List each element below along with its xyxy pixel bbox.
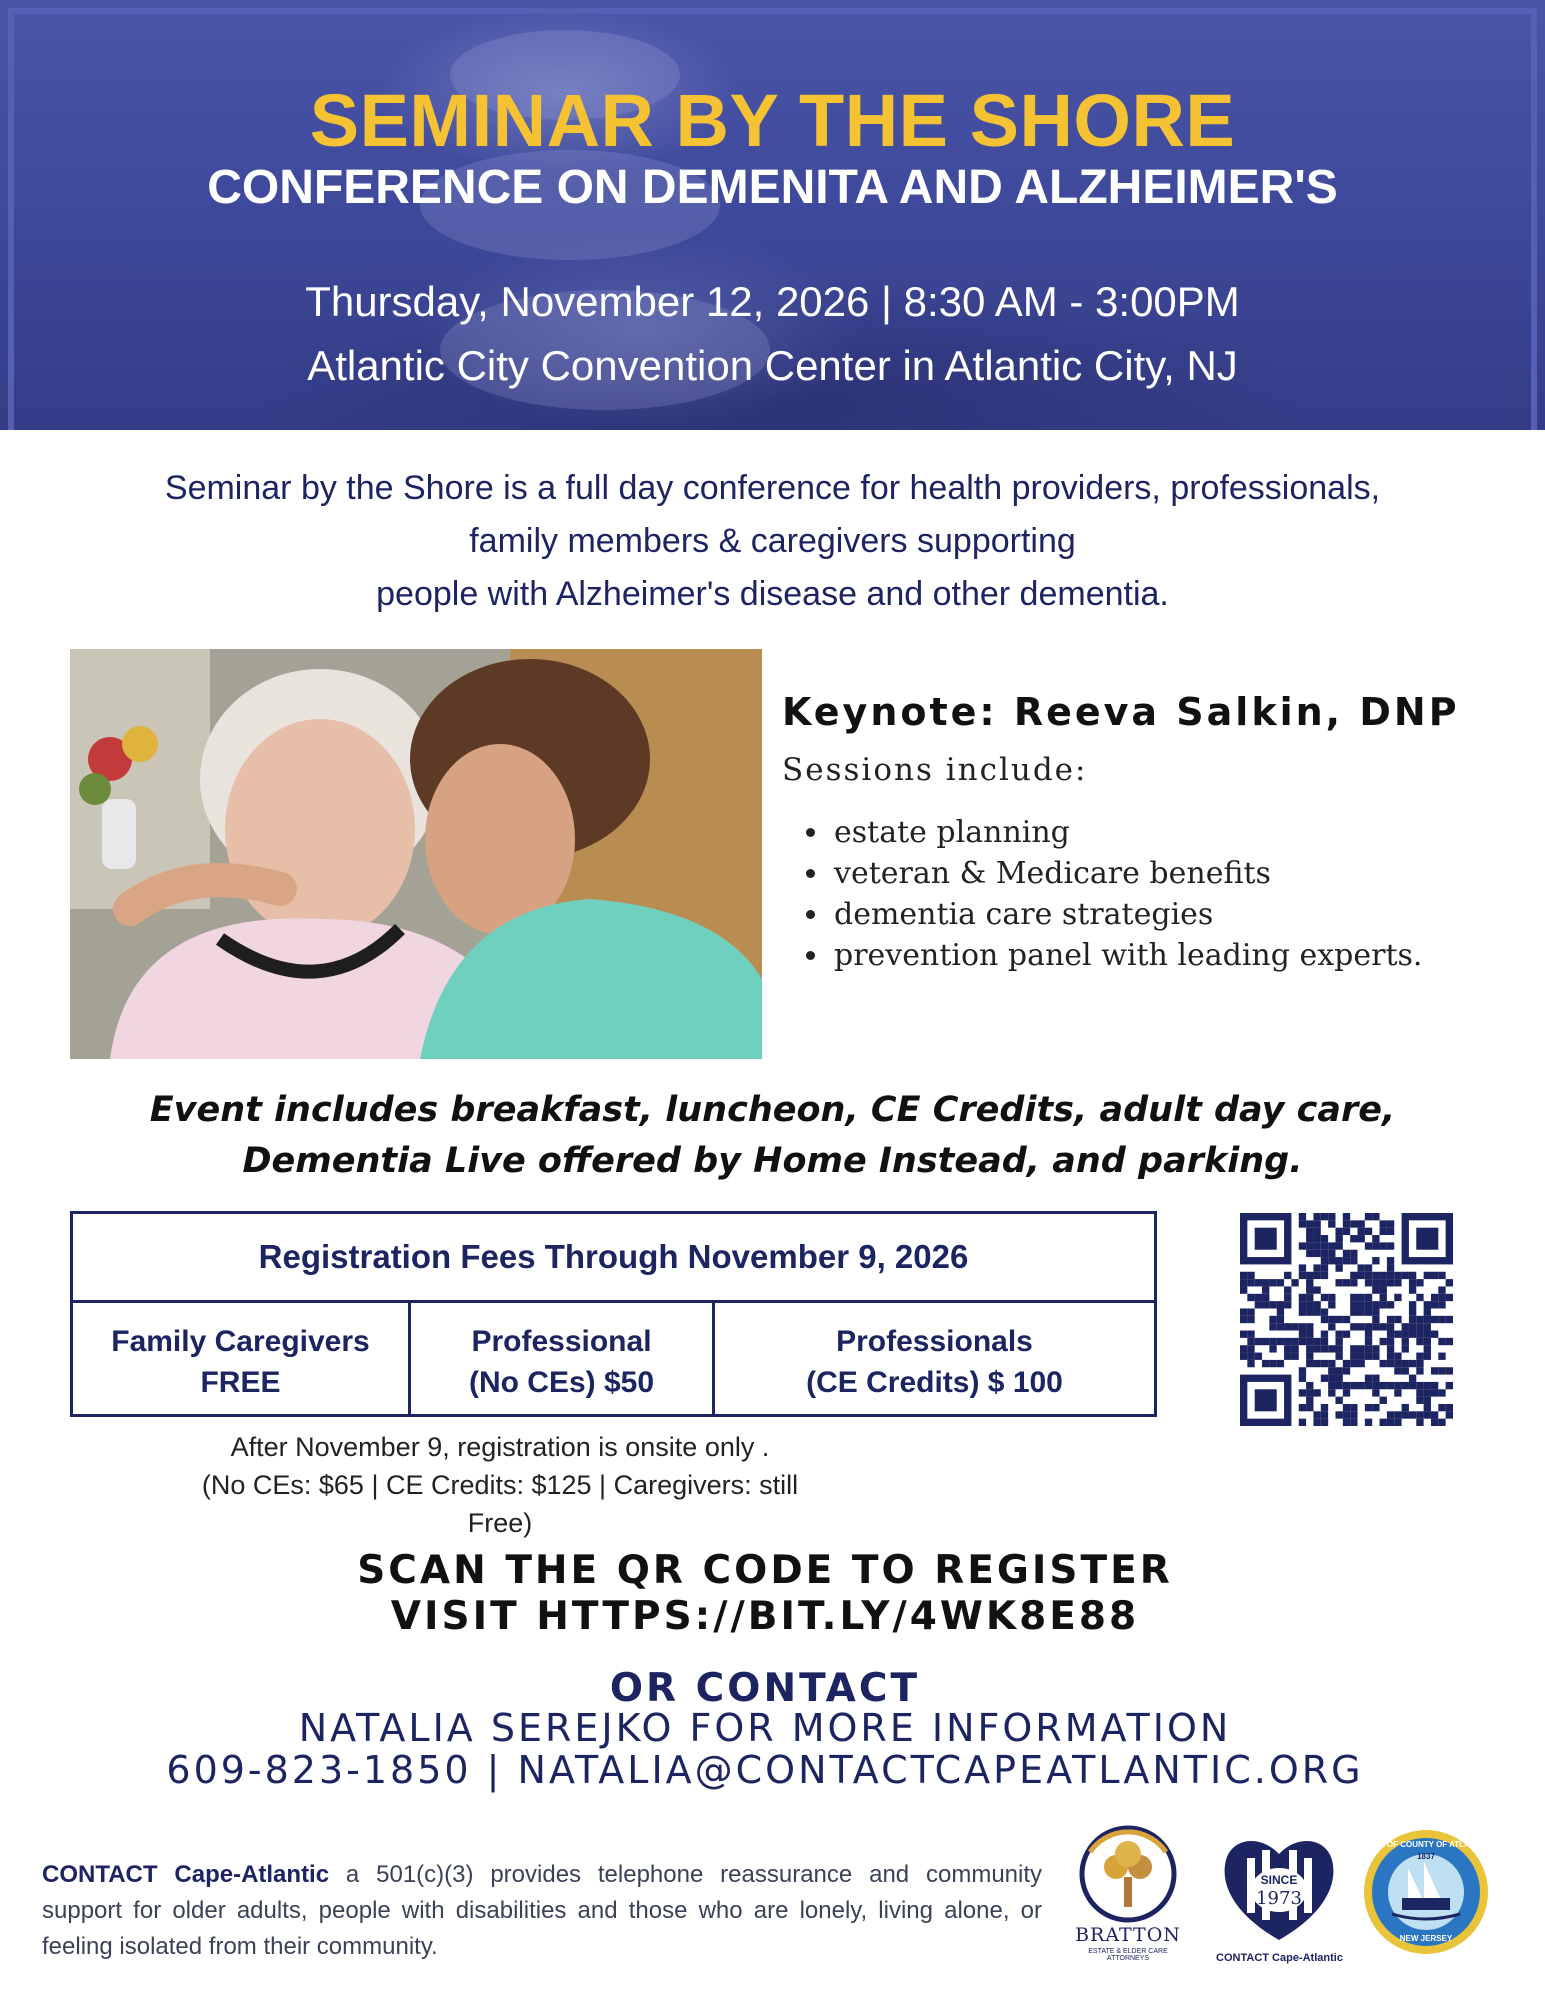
scan-line: SCAN THE QR CODE TO REGISTER <box>357 1548 1173 1593</box>
list-item <box>800 853 1422 894</box>
list-item <box>800 894 1422 935</box>
seal-caption-bottom: NEW JERSEY <box>1399 1934 1453 1943</box>
sessions-list <box>800 812 1422 976</box>
org-description: a 501(c)(3) provides telephone reassurance and community support for older adults, people with disabilities and those who are lonely, living alone, or feeling isolated from their community. <box>42 1861 1043 1960</box>
fee-label: Professional <box>471 1325 652 1358</box>
event-includes <box>60 1085 1485 1187</box>
caregiver-illustration <box>70 649 762 1059</box>
event-venue: Atlantic City Convention Center in Atlantic City, NJ <box>307 342 1238 389</box>
fees-heading: Registration Fees Through November 9, 2026 <box>73 1214 1154 1303</box>
contact-cape-atlantic-logo <box>1212 1828 1347 1978</box>
footer-about <box>42 1857 1042 1965</box>
atlantic-county-seal <box>1362 1828 1490 1956</box>
session-text: estate planning <box>834 815 1070 850</box>
fee-value: (CE Credits) $ 100 <box>806 1366 1063 1399</box>
contact-heading: OR CONTACT <box>609 1666 921 1711</box>
list-item <box>800 935 1422 976</box>
bratton-logo <box>1068 1822 1188 1972</box>
register-instructions <box>0 1548 1530 1640</box>
session-text: dementia care strategies <box>834 897 1214 932</box>
intro-line: people with Alzheimer's disease and other dementia. <box>376 575 1169 613</box>
tree-icon <box>1068 1822 1188 1932</box>
event-subtitle: CONFERENCE ON DEMENITA AND ALZHEIMER'S <box>207 161 1338 214</box>
event-line: Event includes breakfast, luncheon, CE Credits, adult day care, <box>149 1090 1396 1130</box>
fee-label: Family Caregivers <box>111 1325 370 1358</box>
caregiver-photo <box>70 649 762 1059</box>
fee-cell-caregivers <box>73 1303 411 1414</box>
note-line: (No CEs: $65 | CE Credits: $125 | Caregivers: still Free) <box>201 1470 799 1538</box>
seal-caption-top: SEAL OF COUNTY OF ATLANTIC <box>1363 1840 1489 1849</box>
fee-label: Professionals <box>836 1325 1033 1358</box>
bullet-icon <box>806 951 815 960</box>
contact-caption: CONTACT Cape-Atlantic <box>1216 1952 1343 1964</box>
register-url[interactable]: VISIT HTTPS://BIT.LY/4WK8E88 <box>390 1594 1140 1639</box>
note-line: After November 9, registration is onsite only . <box>230 1432 770 1462</box>
header-banner <box>0 0 1545 430</box>
event-date: Thursday, November 12, 2026 | 8:30 AM - 3:00PM <box>305 278 1240 325</box>
since-year: 1973 <box>1256 1888 1302 1909</box>
fees-table <box>70 1211 1157 1417</box>
fee-value: (No CEs) $50 <box>468 1366 655 1399</box>
after-deadline-note <box>200 1428 800 1542</box>
contact-name: NATALIA SEREJKO FOR MORE INFORMATION <box>298 1706 1232 1750</box>
bullet-icon <box>806 828 815 837</box>
keynote-heading: Keynote: Reeva Salkin, DNP <box>782 690 1460 734</box>
session-text: veteran & Medicare benefits <box>834 856 1271 891</box>
registration-qr-code[interactable] <box>1240 1213 1453 1426</box>
bratton-name: BRATTON <box>1075 1924 1181 1946</box>
intro-line: family members & caregivers supporting <box>469 522 1076 560</box>
sessions-label: Sessions include: <box>782 752 1088 788</box>
fee-value: FREE <box>200 1366 281 1399</box>
contact-details <box>0 1707 1530 1791</box>
seal-year: 1837 <box>1417 1852 1435 1861</box>
fee-cell-professionals-ce <box>715 1303 1154 1414</box>
intro-paragraph <box>60 462 1485 621</box>
bullet-icon <box>806 869 815 878</box>
since-label: SINCE <box>1260 1873 1298 1887</box>
event-line: Dementia Live offered by Home Instead, and parking. <box>242 1141 1303 1181</box>
session-text: prevention panel with leading experts. <box>834 938 1423 973</box>
contact-phone-email[interactable]: 609-823-1850 | NATALIA@CONTACTCAPEATLANTIC.ORG <box>166 1748 1364 1792</box>
event-title: SEMINAR BY THE SHORE <box>309 79 1236 162</box>
org-name: CONTACT Cape-Atlantic <box>42 1861 330 1888</box>
bullet-icon <box>806 910 815 919</box>
bratton-tagline: ESTATE & ELDER CARE ATTORNEYS <box>1088 1948 1168 1962</box>
intro-line: Seminar by the Shore is a full day conference for health providers, professionals, <box>164 469 1381 507</box>
fee-cell-professional <box>411 1303 715 1414</box>
list-item <box>800 812 1422 853</box>
